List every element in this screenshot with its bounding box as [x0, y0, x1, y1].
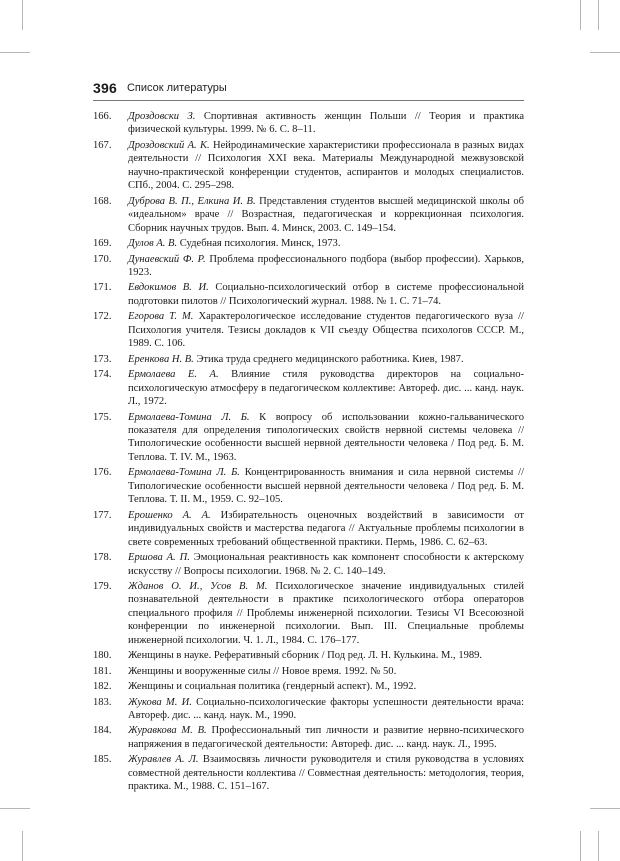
reference-body	[128, 466, 524, 506]
reference-item	[93, 110, 524, 137]
reference-text: Характерологическое исследование студентов педагогического вуза // Психология учителя. Тезисы докладов к VII съезду Общества психологов СССР. М., 1989. С. 106.	[128, 311, 524, 350]
reference-text: Психологическое значение индивидуальных стилей познавательной деятельности в практике психологического отбора операторов специального профиля // Проблемы инженерной психологии. Тезисы VI Всесоюзной конференции по инженерной психологии. Вып. III. Специальные проблемы инженерной психологии. Ч. 1. Л., 1984. С. 176–177.	[128, 580, 524, 646]
crop-mark-bottom-right-v2	[598, 831, 599, 861]
reference-item	[93, 411, 524, 465]
reference-body	[128, 310, 524, 350]
reference-item	[93, 281, 524, 308]
reference-item	[93, 696, 524, 723]
reference-body	[128, 649, 524, 662]
reference-text: Взаимосвязь личности руководителя и стиля руководства в условиях совместной деятельности коллектива // Совместная деятельность: методология, теория, практика. М., 1988. С. 151–167.	[128, 754, 524, 793]
reference-number: 183.	[93, 696, 112, 708]
reference-item	[93, 724, 524, 751]
reference-list	[93, 110, 524, 796]
reference-author: Дунаевский Ф. Р.	[128, 253, 206, 265]
reference-body	[128, 665, 524, 678]
reference-body	[128, 195, 524, 235]
reference-text: Судебная психология. Минск, 1973.	[179, 238, 341, 250]
reference-number: 169.	[93, 238, 112, 250]
reference-author: Жукова М. И.	[128, 696, 192, 708]
reference-text: Социально-психологические факторы успешности деятельности врача: Автореф. дис. ... канд. наук. М., 1990.	[128, 696, 524, 722]
page-number: 396	[93, 80, 117, 96]
reference-number: 172.	[93, 311, 112, 323]
reference-number: 171.	[93, 282, 112, 294]
reference-body	[128, 724, 524, 751]
reference-number: 178.	[93, 552, 112, 564]
reference-body	[128, 551, 524, 578]
reference-number: 168.	[93, 195, 112, 207]
crop-mark-top-right-v1	[580, 0, 581, 30]
reference-item	[93, 139, 524, 193]
reference-body	[128, 580, 524, 647]
reference-author: Дроздовский А. К.	[128, 139, 210, 151]
reference-body	[128, 253, 524, 280]
reference-text: Концентрированность внимания и сила нервной системы // Типологические особенности высшей нервной деятельности человека / Под ред. Б. М. Теплова. Т. II. М., 1959. С. 92–105.	[128, 467, 524, 506]
reference-author: Ерошенко А. А.	[128, 509, 211, 521]
reference-text: Женщины в науке. Реферативный сборник / Под ред. Л. Н. Кулькина. М., 1989.	[128, 650, 483, 662]
crop-mark-top-right-v2	[598, 0, 599, 30]
reference-text: К вопросу об использовании кожно-гальванического показателя для определения типологических свойств нервной системы человека // Типологические особенности высшей нервной деятельности человека / Под ред. Б. М. Теплова. Т. IV. М., 1963.	[128, 411, 524, 463]
reference-author: Еренкова Н. В.	[128, 353, 194, 365]
reference-body	[128, 680, 524, 693]
reference-item	[93, 368, 524, 408]
crop-mark-bottom-right-v1	[580, 831, 581, 861]
reference-number: 180.	[93, 650, 112, 662]
reference-body	[128, 753, 524, 793]
reference-number: 167.	[93, 139, 112, 151]
reference-author: Жданов О. И., Усов В. М.	[128, 580, 268, 592]
reference-number: 173.	[93, 353, 112, 365]
reference-author: Ермолаева Е. А.	[128, 369, 219, 381]
reference-item	[93, 580, 524, 647]
reference-item	[93, 253, 524, 280]
reference-text: Женщины и вооруженные силы // Новое время. 1992. № 50.	[128, 665, 397, 677]
reference-number: 177.	[93, 509, 112, 521]
reference-item	[93, 753, 524, 793]
reference-text: Спортивная активность женщин Польши // Теория и практика физической культуры. 1999. № 6. С. 8–11.	[128, 111, 524, 136]
reference-author: Журавлев А. Л.	[128, 754, 199, 766]
reference-text: Избирательность оценочных воздействий в зависимости от индивидуальных свойств и мастерства педагога // Актуальные проблемы психологии в свете современных требований общественной практики. Пермь, 1986. С. 62–63.	[128, 509, 524, 548]
reference-body	[128, 139, 524, 193]
running-title: Список литературы	[126, 82, 227, 94]
reference-text: Представления студентов высшей медицинской школы об «идеальном» враче // Возрастная, педагогическая и коррекционная психология. Сборник научных трудов. Вып. 4. Минск, 2003. С. 149–154.	[128, 195, 525, 234]
reference-text: Нейродинамические характеристики профессионала в разных видах деятельности // Психология XXI века. Материалы Международной межвузовской научно-практической конференции студентов, аспирантов и молодых специалистов. СПб., 2004. С. 295–298.	[128, 139, 525, 192]
reference-number: 181.	[93, 665, 112, 677]
reference-author: Дроздовски З.	[128, 111, 196, 122]
reference-number: 175.	[93, 411, 112, 423]
reference-number: 176.	[93, 467, 112, 479]
reference-number: 179.	[93, 580, 112, 592]
reference-item	[93, 310, 524, 350]
page-header	[93, 79, 227, 97]
reference-text: Профессиональный тип личности и развитие нервно-психического напряжения в педагогической деятельности: Автореф. дис. ... канд. наук. Л., 1995.	[128, 725, 525, 750]
reference-item	[93, 353, 524, 366]
reference-body	[128, 237, 524, 250]
reference-number: 174.	[93, 369, 112, 381]
header-divider	[93, 100, 524, 101]
crop-mark-bottom-left-h	[0, 808, 30, 809]
reference-author: Ермолаева-Томина Л. Б.	[128, 467, 240, 479]
reference-item	[93, 649, 524, 662]
reference-body	[128, 411, 524, 465]
reference-item	[93, 680, 524, 693]
reference-text: Влияние стиля руководства директоров на социально-психологическую атмосферу в педагогическом коллективе: Автореф. дис. ... канд. наук. Л., 1972.	[128, 369, 525, 408]
reference-number: 170.	[93, 253, 112, 265]
reference-body	[128, 110, 524, 137]
reference-number: 184.	[93, 725, 112, 737]
reference-text: Эмоциональная реактивность как компонент способности к актерскому искусству // Вопросы психологии. 1968. № 2. С. 140–149.	[128, 552, 524, 577]
reference-number: 166.	[93, 111, 112, 122]
reference-author: Ермолаева-Томина Л. Б.	[128, 411, 250, 423]
reference-item	[93, 551, 524, 578]
reference-text: Женщины и социальная политика (гендерный аспект). М., 1992.	[128, 681, 417, 693]
crop-mark-top-right-h	[590, 52, 620, 53]
reference-text: Социально-психологический отбор в системе профессиональной подготовки пилотов // Психологический журнал. 1988. № 1. С. 71–74.	[128, 282, 525, 307]
crop-mark-top-left-h	[0, 52, 30, 53]
crop-mark-top-left-v	[22, 0, 23, 30]
reference-author: Дуброва В. П., Елкина И. В.	[128, 195, 256, 207]
reference-author: Ершова А. П.	[128, 552, 190, 564]
crop-mark-bottom-right-h	[590, 808, 620, 809]
reference-item	[93, 466, 524, 506]
reference-author: Дулов А. В.	[128, 238, 178, 250]
reference-body	[128, 696, 524, 723]
reference-body	[128, 281, 524, 308]
reference-text: Этика труда среднего медицинского работника. Киев, 1987.	[196, 353, 464, 365]
reference-body	[128, 353, 524, 366]
reference-number: 182.	[93, 681, 112, 693]
reference-author: Журавкова М. В.	[128, 725, 207, 737]
reference-body	[128, 509, 524, 549]
reference-body	[128, 368, 524, 408]
reference-author: Евдокимов В. И.	[128, 282, 209, 294]
reference-item	[93, 237, 524, 250]
reference-number: 185.	[93, 754, 112, 766]
crop-mark-bottom-left-v	[22, 831, 23, 861]
reference-author: Егорова Т. М.	[128, 311, 194, 323]
reference-text: Проблема профессионального подбора (выбор профессии). Харьков, 1923.	[128, 253, 524, 278]
reference-item	[93, 665, 524, 678]
reference-item	[93, 509, 524, 549]
reference-item	[93, 195, 524, 235]
